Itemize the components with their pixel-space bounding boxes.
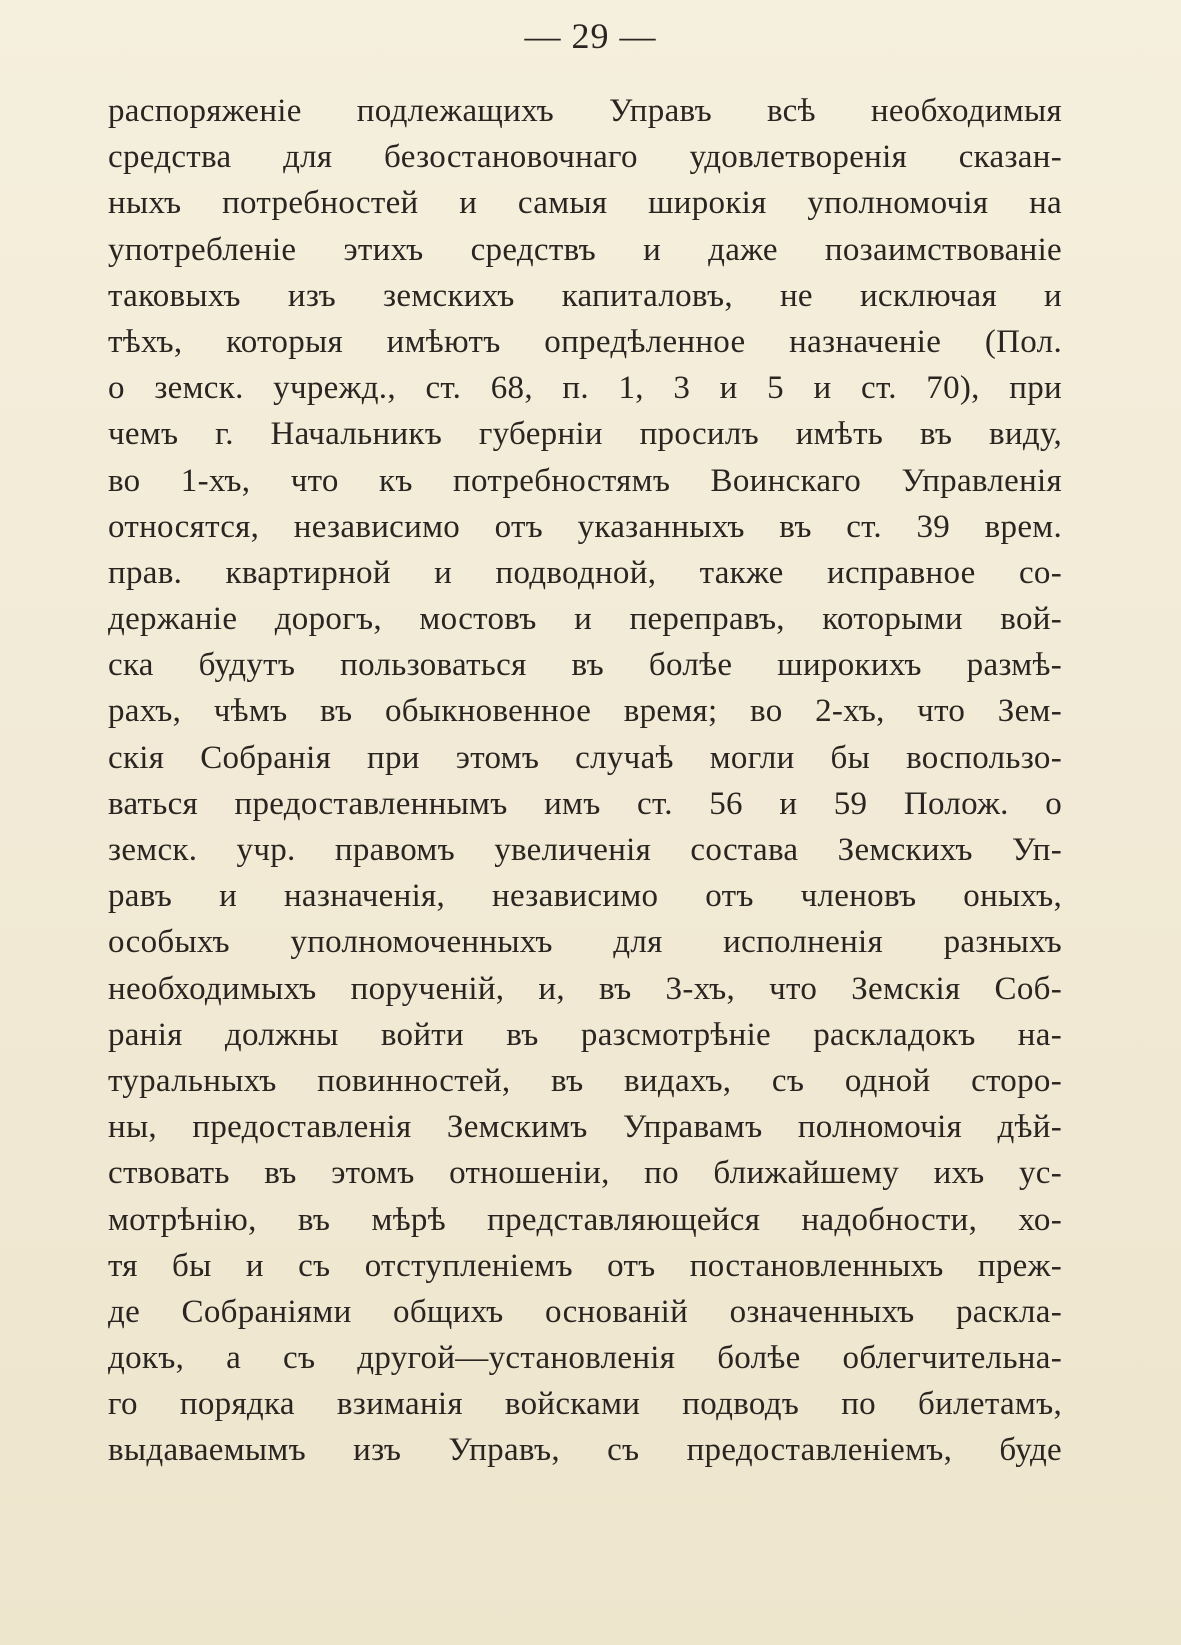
text-line: рахъ, чѣмъ въ обыкновенное время; во 2-хъ, что Зем- xyxy=(108,693,1062,730)
text-line: чемъ г. Начальникъ губерніи просилъ имѣть въ виду, xyxy=(108,416,1062,453)
text-line: докъ, а съ другой—установленія болѣе облегчительна- xyxy=(108,1340,1062,1377)
text-line: распоряженіе подлежащихъ Управъ всѣ необходимыя xyxy=(108,93,1062,129)
text-line: ска будутъ пользоваться въ болѣе широкихъ размѣ- xyxy=(108,647,1062,684)
text-line: употребленіе этихъ средствъ и даже позаимствованіе xyxy=(108,231,1062,268)
text-line: ны, предоставленія Земскимъ Управамъ полномочія дѣй- xyxy=(108,1109,1062,1146)
page-number: — 29 — xyxy=(524,16,657,56)
text-line: о земск. учрежд., ст. 68, п. 1, 3 и 5 и ст. 70), при xyxy=(108,370,1062,407)
text-line: земск. учр. правомъ увеличенія состава Земскихъ Уп- xyxy=(108,832,1062,868)
text-line: ваться предоставленнымъ имъ ст. 56 и 59 Полож. о xyxy=(108,785,1062,822)
text-line: мотрѣнію, въ мѣрѣ представляющейся надобности, хо- xyxy=(108,1201,1062,1238)
body-text xyxy=(108,88,1062,1474)
text-line: ранія должны войти въ разсмотрѣніе раскладокъ на- xyxy=(108,1016,1062,1053)
text-line: выдаваемымъ изъ Управъ, съ предоставленіемъ, буде xyxy=(108,1432,1062,1469)
text-line: тѣхъ, которыя имѣютъ опредѣленное назначеніе (Пол. xyxy=(108,323,1062,360)
text-line: де Собраніями общихъ основаній означенныхъ раскла- xyxy=(108,1293,1062,1330)
text-line: тя бы и съ отступленіемъ отъ постановленныхъ преж- xyxy=(108,1247,1062,1284)
text-line: держаніе дорогъ, мостовъ и переправъ, которыми вой- xyxy=(108,601,1062,638)
text-line: необходимыхъ порученій, и, въ 3-хъ, что Земскія Соб- xyxy=(108,970,1062,1007)
text-line: во 1-хъ, что къ потребностямъ Воинскаго Управленія xyxy=(108,462,1062,499)
text-line: скія Собранія при этомъ случаѣ могли бы воспользо- xyxy=(108,739,1062,776)
text-line: относятся, независимо отъ указанныхъ въ ст. 39 врем. xyxy=(108,508,1062,545)
text-line: таковыхъ изъ земскихъ капиталовъ, не исключая и xyxy=(108,277,1062,314)
text-line: ныхъ потребностей и самыя широкія уполномочія на xyxy=(108,185,1062,222)
text-line: особыхъ уполномоченныхъ для исполненія разныхъ xyxy=(108,924,1062,961)
text-line: равъ и назначенія, независимо отъ членовъ оныхъ, xyxy=(108,878,1062,915)
text-line: го порядка взиманія войсками подводъ по билетамъ, xyxy=(108,1386,1062,1423)
text-line: средства для безостановочнаго удовлетворенія сказан- xyxy=(108,139,1062,176)
text-line: ствовать въ этомъ отношеніи, по ближайшему ихъ ус- xyxy=(108,1155,1062,1192)
text-line: прав. квартирной и подводной, также исправное со- xyxy=(108,554,1062,591)
text-line: туральныхъ повинностей, въ видахъ, съ одной сторо- xyxy=(108,1062,1062,1099)
